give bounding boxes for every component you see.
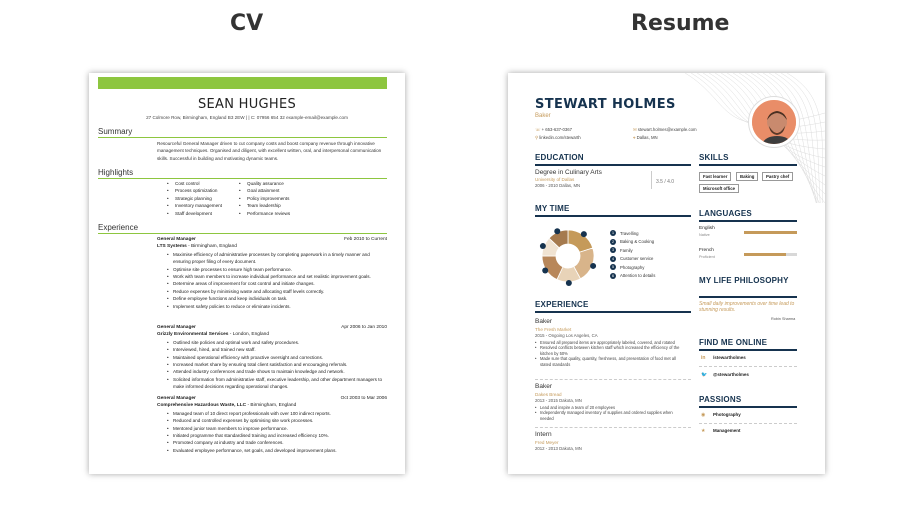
philosophy-quote: Small daily improvements over time lead to stunning results.: [699, 301, 795, 313]
resume-job-bullet: • Lead and inspire a team of 20 employees: [535, 405, 687, 410]
twitter-icon: 🐦: [701, 372, 708, 378]
resume-job-meta: 2012 - 2013 Dakota, MN: [535, 446, 582, 451]
language-bar-fill: [744, 253, 786, 256]
cv-job-company: Grizzly Environmental Services: [157, 332, 229, 338]
legend-number: 1: [612, 231, 614, 235]
divider: [699, 296, 797, 298]
cv-job-bullet: • Define employee functions and keep individuals on task.: [167, 295, 387, 302]
findme-title: FIND ME ONLINE: [699, 338, 768, 347]
divider: [535, 379, 691, 380]
avatar: [749, 97, 799, 147]
passion-label: Management: [713, 428, 741, 433]
cv-job-bullet: • Evaluated employee performance, set goals, and developed improvement plans.: [167, 447, 387, 454]
linkedin-icon: in: [701, 355, 706, 361]
mytime-legend-item: [610, 230, 638, 236]
resume-job-company: Fred Meyer: [535, 440, 559, 445]
divider: [535, 427, 691, 428]
divider: [699, 349, 797, 351]
highlight-item: • Performance reviews: [239, 210, 290, 217]
cv-job-bullets: [167, 410, 387, 454]
mytime-legend-item: [610, 256, 653, 262]
location-icon: ⌖: [633, 135, 637, 140]
online-link[interactable]: /stewartholmes: [713, 355, 746, 360]
cv-job: [157, 395, 387, 454]
cv-job-dates: Oct 2003 to Mar 2006: [340, 396, 387, 401]
cv-job-bullet: • Increased market share by ensuring total client satisfaction and encouraging referrals.: [167, 361, 387, 368]
language-name: French: [699, 248, 714, 253]
cv-job-bullet: • Promoted company at industry and trade conferences.: [167, 439, 387, 446]
highlight-item: • Process optimization: [167, 187, 222, 194]
highlight-item: • Inventory management: [167, 202, 222, 209]
link[interactable]: [535, 135, 581, 141]
quote-author: Robin Sharma: [771, 317, 796, 321]
highlight-item: • Policy improvements: [239, 195, 290, 202]
cv-header-bar: [98, 77, 387, 89]
resume-job-bullets: [535, 405, 687, 421]
donut-marker: [540, 243, 546, 249]
legend-number: 4: [612, 256, 614, 261]
degree: Degree in Culinary Arts: [535, 169, 602, 176]
camera-icon: ◉: [701, 412, 706, 418]
cv-job-header: [157, 236, 387, 243]
donut-marker: [566, 280, 572, 286]
cv-job-bullet: • Optimise site processes to ensure high team performance.: [167, 266, 387, 273]
mytime-legend-item: [610, 247, 633, 253]
star-icon: ★: [701, 428, 706, 434]
cv-job-bullets: [167, 339, 387, 391]
cv-job-dates: Apr 2006 to Jan 2010: [341, 325, 387, 330]
skills-title: SKILLS: [699, 153, 729, 162]
location: [633, 135, 658, 140]
donut-marker: [542, 267, 548, 273]
skill-tag: Fast learner: [699, 172, 731, 181]
email[interactable]: [633, 127, 697, 133]
highlight-item: • Quality assurance: [239, 180, 290, 187]
cv-job-bullet: • Implement safety policies to reduce or eliminate incidents.: [167, 303, 387, 310]
resume-job-meta: 2015 - Ongoing Los Angeles, CA: [535, 333, 598, 338]
divider: [98, 178, 387, 179]
donut-marker: [581, 231, 587, 237]
language-level: Native: [699, 233, 710, 237]
divider: [535, 215, 691, 217]
legend-label: Customer service: [620, 256, 654, 261]
divider: [651, 171, 652, 189]
cv-job-bullet: • Maximise efficiency of administrative processes by completing paperwork in a timely manner and ensuring proper filing of every document.: [167, 251, 387, 266]
philosophy-title: MY LIFE PHILOSOPHY: [699, 276, 789, 285]
legend-label: Baking & Cooking: [620, 239, 655, 244]
highlight-item: • Goal attainment: [239, 187, 290, 194]
resume-title: Baker: [535, 113, 551, 119]
skill-tag: Microsoft office: [699, 184, 739, 193]
cv-job-title: General Manager: [157, 396, 196, 401]
resume-job-role: Intern: [535, 431, 552, 438]
education-title: EDUCATION: [535, 153, 584, 162]
phone-text: + 653-637-0367: [541, 127, 573, 132]
language-name: English: [699, 226, 715, 231]
cv-job-header: [157, 395, 387, 402]
cv-job: [157, 324, 387, 391]
cv-name: SEAN HUGHES: [197, 97, 297, 112]
highlight-item: • Staff development: [167, 210, 222, 217]
cv-job-dates: Feb 2010 to Current: [344, 237, 387, 242]
highlight-item: • Cost control: [167, 180, 222, 187]
skill-tag: Pastry chef: [762, 172, 793, 181]
cv-job-header: [157, 324, 387, 331]
cv-job-company-line: [157, 243, 387, 250]
cv-job-title: General Manager: [157, 325, 196, 330]
divider: [98, 233, 387, 234]
cv-job-bullet: • Managed team of 10 direct report professionals with over 100 indirect reports.: [167, 410, 387, 417]
divider: [98, 137, 387, 138]
cv-job-bullet: • Maintained operational efficiency with proactive oversight and corrections.: [167, 354, 387, 361]
cv-job-bullet: • Outlined site policies and optimal work and safety procedures.: [167, 339, 387, 346]
divider: [699, 220, 797, 222]
cv-summary-text: Resourceful General Manager driven to cut company costs and boost company revenue through innovative management techniques. Organised and diligent, with excellent written, oral, and interpersonal communication skills. Successful in building and motivating dynamic teams.: [157, 141, 382, 161]
language-level: Proficient: [699, 255, 715, 259]
cv-contact: 27 Colmore Row, Birmingham, England B3 2EW | | C: 07956 654 32 example-email@example.com: [146, 115, 348, 120]
mytime-title: MY TIME: [535, 204, 570, 213]
cv-experience-title: Experience: [98, 223, 139, 232]
decorative-lines: [675, 73, 825, 203]
resume-job-bullet: • Resolved conflicts between kitchen staff which increased the efficiency of the kitchen by 50%: [535, 345, 687, 356]
cv-job-company: LTS Systems: [157, 244, 187, 250]
highlight-item: • Team leadership: [239, 202, 290, 209]
resume-job-bullet: • Made sure that quality, quantity, freshness, and presentation of food met all stated standards: [535, 356, 687, 367]
cv-job-bullet: • Initiated programme that standardised training and increased efficiency 10%.: [167, 432, 387, 439]
resume-name: STEWART HOLMES: [535, 97, 676, 112]
resume-job-role: Baker: [535, 383, 552, 390]
legend-number: 2: [612, 239, 614, 244]
resume-job-role: Baker: [535, 318, 552, 325]
cv-job-bullet: • Interviewed, hired, and trained new staff.: [167, 346, 387, 353]
resume-job-company: The Fresh Market: [535, 327, 572, 332]
legend-label: Family: [620, 247, 633, 253]
link-icon: ⚲: [535, 135, 540, 140]
cv-job-bullet: • Reduce expenses by minimising waste and allocating staff levels correctly.: [167, 288, 387, 295]
divider: [535, 311, 691, 313]
languages-title: LANGUAGES: [699, 209, 752, 218]
online-link[interactable]: @stewartholmes: [713, 372, 749, 377]
cv-highlights-right: [239, 180, 290, 217]
cv-job-bullet: • Reduced and controlled expenses by optimising site work processes.: [167, 417, 387, 424]
resume-job-company: Dakes Bread: [535, 392, 562, 397]
donut-marker: [554, 228, 560, 234]
cv-highlights-title: Highlights: [98, 168, 134, 177]
resume-document: [508, 73, 825, 474]
cv-heading: CV: [230, 11, 264, 36]
cv-document: [89, 73, 405, 474]
cv-job-company-line: [157, 331, 387, 338]
legend-number: 3: [612, 248, 614, 252]
email-icon: ✉: [633, 127, 638, 132]
donut-marker: [590, 263, 596, 269]
passions-title: PASSIONS: [699, 395, 742, 404]
mytime-legend-item: [610, 239, 654, 245]
link-text: linkedin.com/stewarth: [539, 135, 581, 140]
resume-job-bullet: • Independently managed inventory of supplies and ordered supplies when needed: [535, 410, 687, 421]
education-meta: 2006 - 2010 Dallas, MN: [535, 183, 581, 188]
phone-icon: ☏: [535, 127, 542, 132]
cv-highlights-left: [167, 180, 222, 217]
cv-job-location: - Birmingham, England: [246, 403, 297, 409]
skill-tag: Baking: [736, 172, 758, 181]
cv-job: [157, 236, 387, 310]
divider: [699, 423, 797, 424]
divider: [699, 366, 797, 367]
cv-job-bullet: • Mentored junior team members to improve performance.: [167, 425, 387, 432]
mytime-legend-item: [610, 264, 644, 270]
experience-title: EXPERIENCE: [535, 300, 589, 309]
legend-number: 6: [612, 273, 614, 278]
school: University of Dallas: [535, 177, 575, 182]
gpa: 3.5 / 4.0: [656, 179, 675, 185]
cv-job-bullet: • Determine areas of improvement for cost control and initiate changes.: [167, 280, 387, 287]
language-bar-fill: [744, 231, 797, 234]
legend-number: 5: [612, 265, 614, 269]
divider: [699, 164, 797, 166]
resume-job-bullets: [535, 340, 687, 367]
cv-job-location: - Birmingham, England: [186, 244, 237, 250]
legend-label: Photography: [620, 264, 645, 270]
cv-summary-title: Summary: [98, 127, 133, 136]
legend-label: Travelling: [620, 230, 639, 236]
location-text: Dallas, MN: [636, 135, 658, 140]
cv-job-title: General Manager: [157, 237, 196, 242]
resume-heading: Resume: [631, 11, 730, 36]
divider: [699, 406, 797, 408]
legend-label: Attention to details: [620, 273, 656, 278]
email-text: stewart.holmes@example.com: [637, 127, 697, 132]
cv-job-company-line: [157, 402, 387, 409]
mytime-legend-item: [610, 273, 655, 279]
mytime-donut: [538, 226, 598, 286]
cv-job-location: - London, England: [228, 332, 269, 338]
resume-job-meta: 2013 - 2015 Dakota, MN: [535, 398, 582, 403]
passion-label: Photography: [713, 412, 741, 417]
cv-job-company: Comprehensive Hazardous Waste, LLC: [157, 403, 247, 409]
highlight-item: • Strategic planning: [167, 195, 222, 202]
resume-job-bullet: • Ensured all prepared items are appropriately labeled, covered, and rotated: [535, 340, 687, 345]
phone: [535, 127, 572, 133]
cv-job-bullets: [167, 251, 387, 310]
cv-job-bullet: • Solicited information from administrative staff, executive leadership, and other department managers to make informed decisions regarding operational changes.: [167, 376, 387, 391]
divider: [535, 164, 691, 166]
cv-job-bullet: • Attended industry conferences and trade shows to maintain knowledge and network.: [167, 368, 387, 375]
cv-job-bullet: • Work with team members to increase individual performance and set realistic improvement goals.: [167, 273, 387, 280]
